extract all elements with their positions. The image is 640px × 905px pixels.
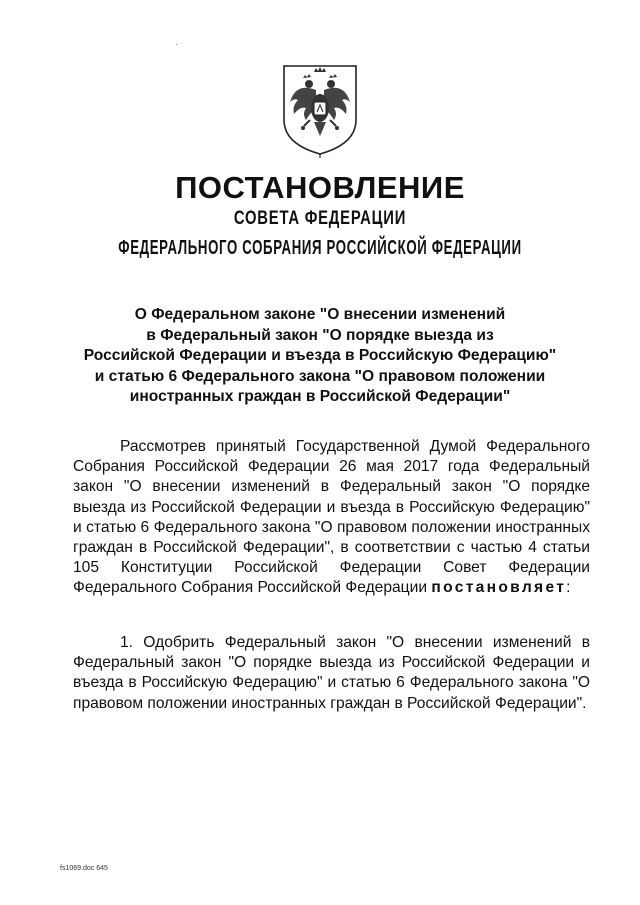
clause-1-text: 1. Одобрить Федеральный закон "О внесении изменений в Федеральный закон "О порядке выезда из Российской Федерации и въезда в Российскую Федерацию" и статью 6 Федерального закона "О правовом положении иностранных граждан в Российской Федерации".	[73, 634, 590, 712]
document-title: ПОСТАНОВЛЕНИЕ	[175, 170, 465, 205]
scan-speck	[176, 44, 177, 45]
issuer-line-2: ФЕДЕРАЛЬНОГО СОБРАНИЯ РОССИЙСКОЙ ФЕДЕРАЦИИ	[118, 237, 522, 259]
preamble-colon: :	[566, 579, 571, 597]
subject-line: О Федеральном законе "О внесении изменений	[134, 306, 506, 323]
coat-of-arms-emblem	[276, 62, 364, 158]
subject-line: Российской Федерации и въезда в Российскую Федерацию"	[83, 347, 557, 364]
preamble-paragraph	[73, 437, 590, 599]
subject-line: иностранных граждан в Российской Федерации"	[129, 388, 511, 405]
issuer-line-1: СОВЕТА ФЕДЕРАЦИИ	[233, 208, 407, 229]
file-footer: fs1069.doc 645	[60, 865, 108, 872]
resolution-subject	[60, 305, 580, 408]
subject-line: в Федеральный закон "О порядке выезда из	[146, 326, 494, 344]
preamble-text: Рассмотрев принятый Государственной Думой Федерального Собрания Российской Федерации 26 мая 2017 года Федеральный закон "О внесении изменений в Федеральный закон "О порядке выезда из Российской Федерации и въезда в Российскую Федерацию" и статью 6 Федерального закона "О правовом положении иностранных граждан в Российской Федерации", в соответствии с частью 4 статьи 105 Конституции Российской Федерации Совет Федерации Федерального Собрания Российской Федерации	[73, 438, 590, 597]
resolves-word: постановляет	[431, 579, 567, 597]
clause-1-paragraph	[73, 633, 590, 714]
subject-line: и статью 6 Федерального закона "О правовом положении	[94, 367, 546, 385]
